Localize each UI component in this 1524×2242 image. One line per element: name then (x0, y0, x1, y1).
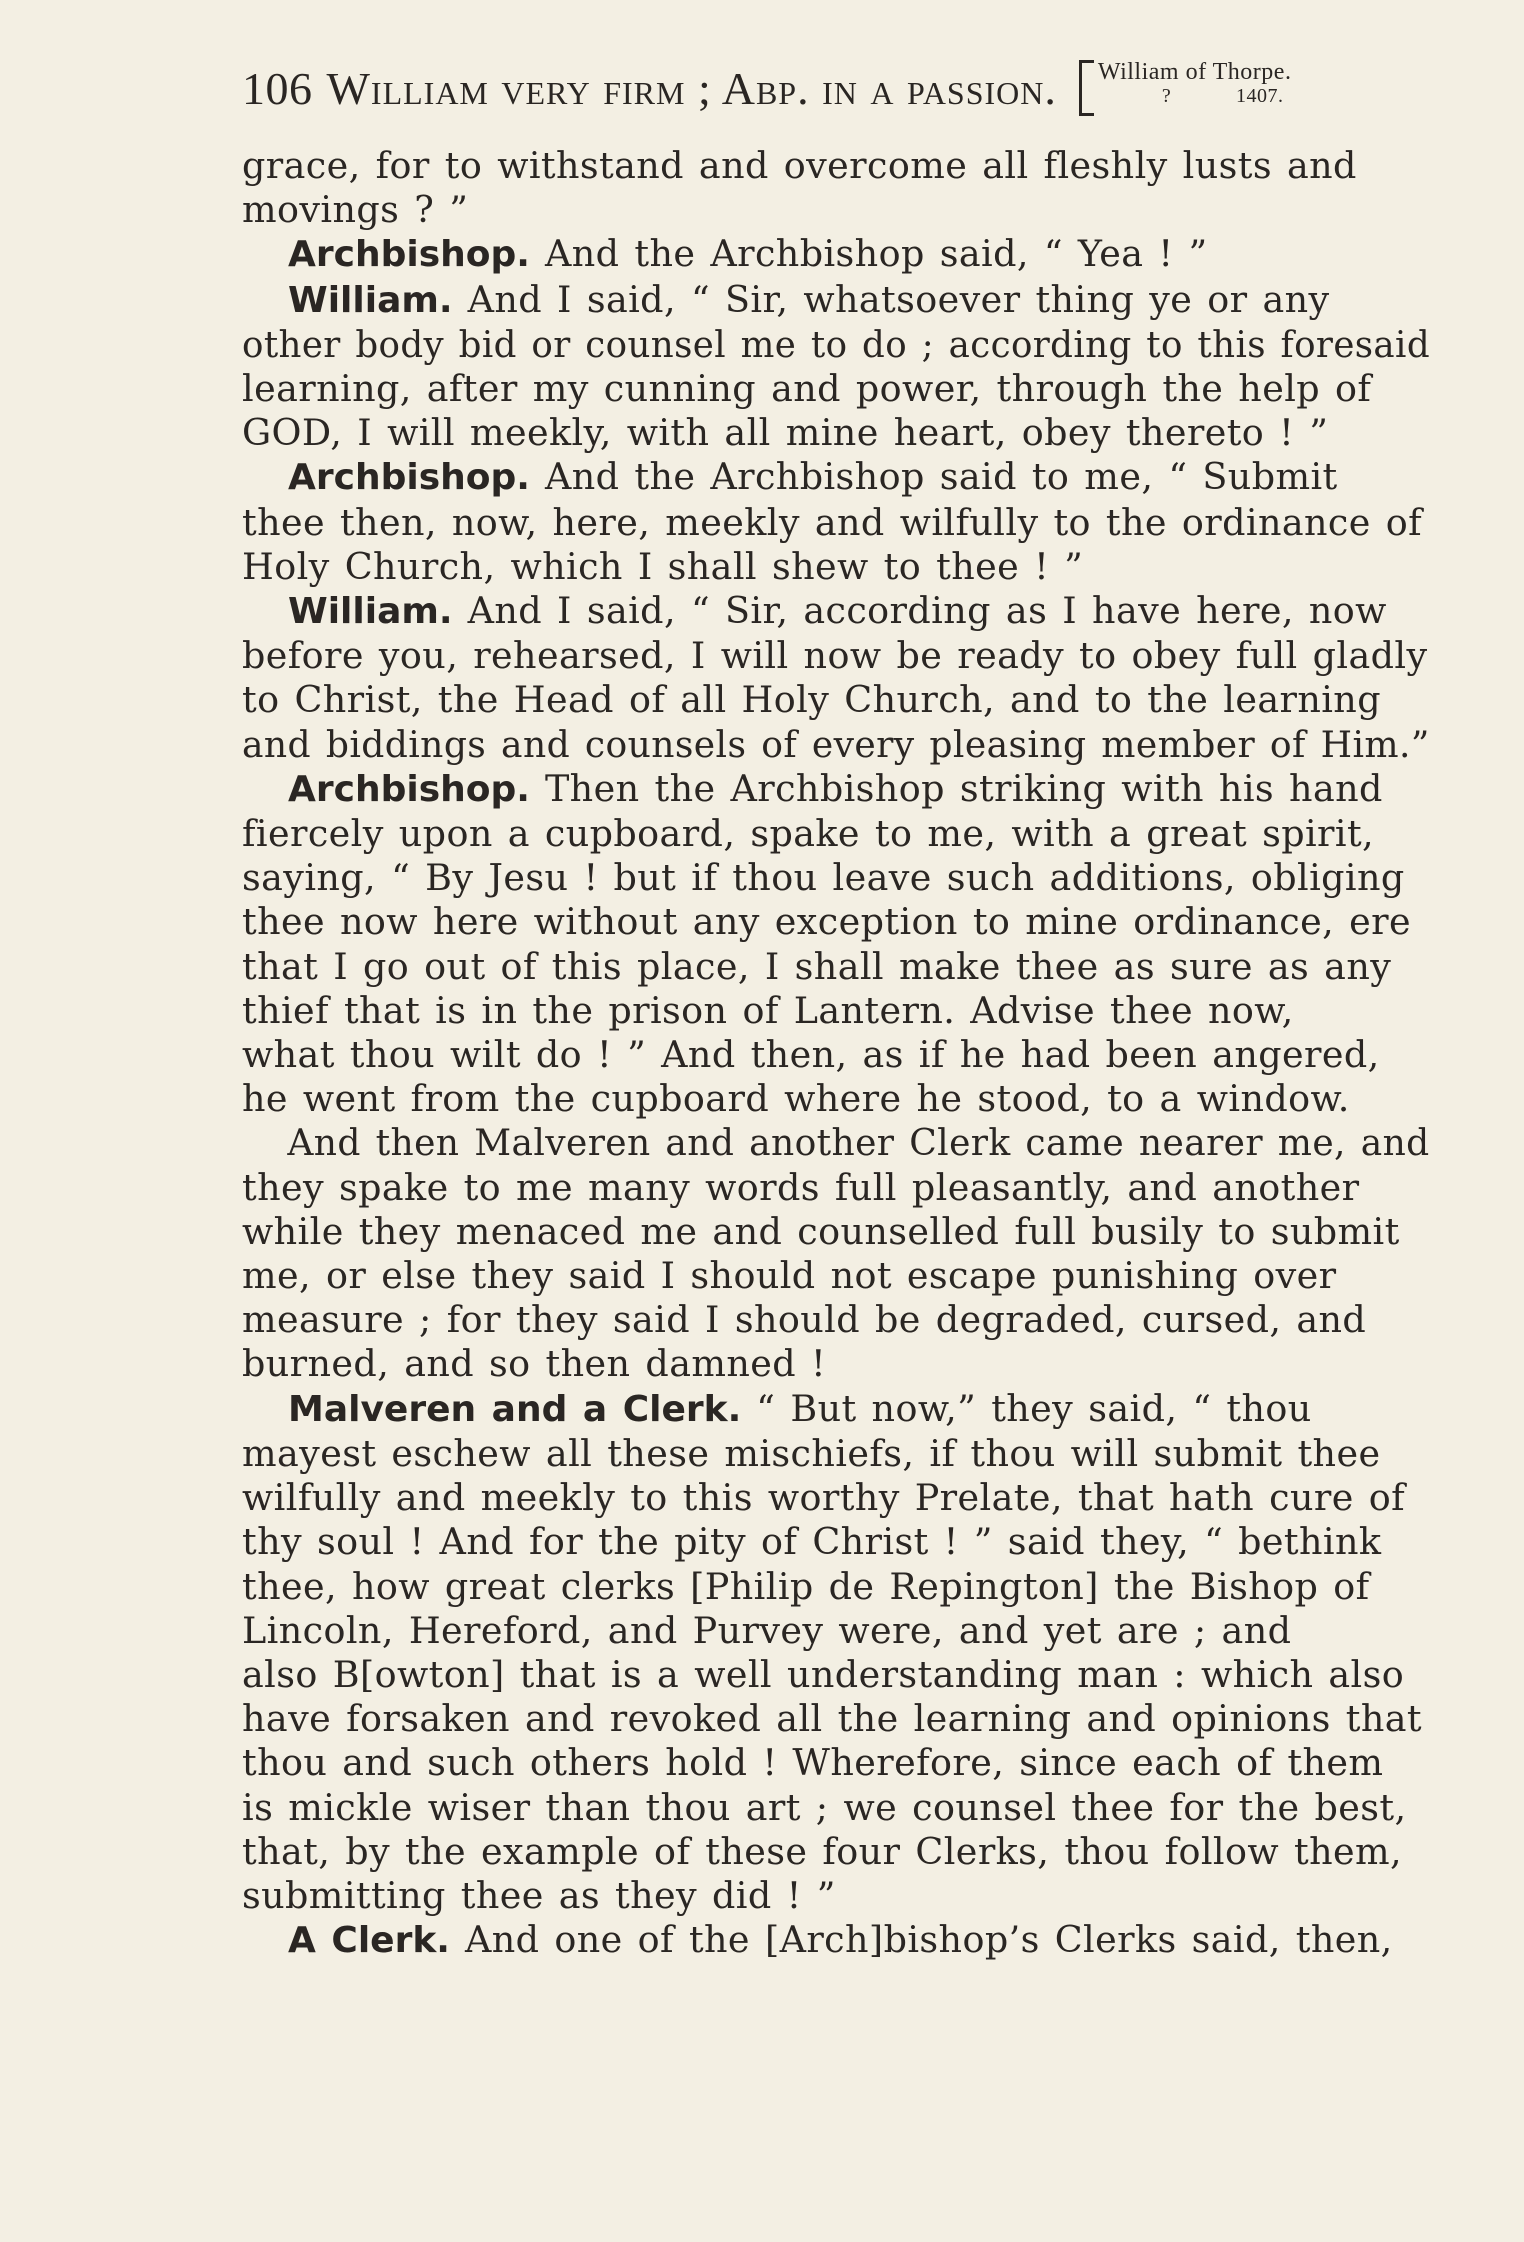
text-line (242, 1121, 1430, 1165)
line-text: And the Archbishop said, “ Yea ! ” (529, 232, 1208, 276)
text-line (242, 767, 1430, 812)
text-line (242, 1609, 1430, 1653)
text-line (242, 1830, 1430, 1874)
text-line (242, 1741, 1430, 1785)
line-text: have forsaken and revoked all the learning and opinions that (242, 1697, 1422, 1741)
text-line (242, 1298, 1430, 1342)
line-text: thou and such others hold ! Wherefore, since each of them (242, 1741, 1384, 1785)
text-line (242, 545, 1430, 589)
text-line (242, 1874, 1430, 1918)
text-line (242, 1918, 1430, 1963)
speaker-label: A Clerk. (288, 1920, 450, 1962)
line-text: And the Archbishop said to me, “ Submit (529, 455, 1338, 499)
line-text: And I said, “ Sir, according as I have here, now (452, 589, 1387, 633)
line-text: what thou wilt do ! ” And then, as if he had been angered, (242, 1033, 1380, 1077)
text-line (242, 1786, 1430, 1830)
text-line (242, 1432, 1430, 1476)
text-line (242, 144, 1430, 188)
line-text: thee now here without any exception to mine ordinance, ere (242, 900, 1411, 944)
text-line (242, 589, 1430, 634)
line-text: And I said, “ Sir, whatsoever thing ye or any (452, 277, 1330, 321)
book-page (242, 59, 1431, 1963)
text-line (242, 1476, 1430, 1520)
text-line (242, 1166, 1430, 1210)
text-line (242, 322, 1431, 367)
line-text: Lincoln, Hereford, and Purvey were, and yet are ; and (242, 1608, 1292, 1652)
line-text: mayest eschew all these mischiefs, if thou will submit thee (242, 1431, 1381, 1475)
text-line (242, 900, 1430, 944)
line-text: measure ; for they said I should be degraded, cursed, and (242, 1298, 1367, 1342)
line-text: GOD, I will meekly, with all mine heart, obey thereto ! ” (242, 411, 1329, 455)
line-text: and biddings and counsels of every pleasing member of Him.” (242, 722, 1430, 766)
line-text: wilfully and meekly to this worthy Prelate, that hath cure of (242, 1476, 1405, 1520)
body-text (242, 144, 1430, 1963)
source-note-query: ? (1161, 85, 1172, 107)
text-line (242, 1565, 1430, 1609)
speaker-label: William. (288, 279, 453, 321)
running-head (242, 59, 1430, 124)
line-text: saying, “ By Jesu ! but if thou leave such additions, obliging (242, 856, 1405, 900)
line-text: thee then, now, here, meekly and wilfully to the ordinance of (242, 500, 1423, 544)
text-line (242, 1254, 1430, 1298)
page-number: 106 (242, 63, 313, 114)
text-line (242, 945, 1430, 989)
line-text: movings ? ” (242, 188, 469, 232)
text-line (242, 188, 1430, 232)
source-note-stack (1098, 60, 1292, 108)
text-line (242, 1210, 1430, 1254)
text-line (242, 989, 1430, 1033)
line-text: And one of the [Arch]bishop’s Clerks said, then, (449, 1918, 1393, 1962)
line-text: also B[owton] that is a well understanding man : which also (242, 1652, 1405, 1696)
text-line (242, 1520, 1430, 1564)
text-line (242, 1077, 1430, 1121)
text-line (242, 1033, 1430, 1077)
line-text: submitting thee as they did ! ” (242, 1873, 836, 1917)
line-text: before you, rehearsed, I will now be ready to obey full gladly (242, 634, 1428, 678)
text-line (242, 1653, 1430, 1697)
line-text: Holy Church, which I shall shew to thee ! ” (242, 544, 1084, 588)
text-line (242, 367, 1430, 411)
speaker-label: Archbishop. (288, 234, 530, 276)
line-text: while they menaced me and counselled full busily to submit (242, 1209, 1400, 1253)
text-line (242, 1342, 1430, 1386)
line-text: me, or else they said I should not escape punishing over (242, 1254, 1337, 1298)
text-line (242, 1697, 1430, 1741)
text-line (242, 232, 1430, 277)
line-text: Then the Archbishop striking with his hand (529, 766, 1383, 810)
text-line (242, 722, 1430, 767)
line-text: thief that is in the prison of Lantern. Advise thee now, (242, 988, 1294, 1032)
line-text: “ But now,” they said, “ thou (741, 1386, 1312, 1430)
source-note-year: 1407. (1235, 85, 1284, 107)
line-text: to Christ, the Head of all Holy Church, and to the learning (242, 678, 1381, 722)
line-text: thy soul ! And for the pity of Christ ! ” said they, “ bethink (242, 1520, 1382, 1564)
line-text: And then Malveren and another Clerk came nearer me, and (287, 1121, 1430, 1165)
speaker-label: Malveren and a Clerk. (288, 1388, 742, 1430)
line-text: thee, how great clerks [Philip de Repington] the Bishop of (242, 1564, 1370, 1608)
running-head-title: William very firm ; Abp. in a passion. (326, 63, 1057, 114)
text-line (242, 1387, 1430, 1432)
speaker-label: Archbishop. (288, 768, 530, 810)
text-line (242, 455, 1430, 500)
line-text: grace, for to withstand and overcome all fleshly lusts and (242, 144, 1357, 187)
line-text: learning, after my cunning and power, through the help of (242, 367, 1372, 411)
line-text: fiercely upon a cupboard, spake to me, with a great spirit, (242, 812, 1375, 856)
bracket-mark (1079, 60, 1094, 116)
text-line (242, 812, 1430, 856)
text-line (242, 678, 1430, 722)
line-text: that, by the example of these four Clerks, thou follow them, (242, 1829, 1403, 1873)
source-note-date (1098, 84, 1292, 108)
text-line (242, 411, 1430, 455)
source-note-author: William of Thorpe. (1097, 59, 1292, 85)
speaker-label: Archbishop. (288, 457, 530, 499)
text-line (242, 501, 1430, 545)
text-line (242, 856, 1430, 900)
line-text: burned, and so then damned ! (242, 1342, 827, 1386)
line-text: they spake to me many words full pleasantly, and another (242, 1165, 1360, 1209)
text-line (242, 634, 1430, 678)
speaker-label: William. (288, 591, 453, 633)
line-text: other body bid or counsel me to do ; according to this foresaid (242, 322, 1431, 366)
line-text: he went from the cupboard where he stood, to a window. (242, 1077, 1350, 1121)
text-line (242, 278, 1430, 323)
line-text: is mickle wiser than thou art ; we counsel thee for the best, (242, 1785, 1407, 1829)
line-text: that I go out of this place, I shall make thee as sure as any (242, 944, 1392, 988)
source-note (1079, 60, 1292, 116)
